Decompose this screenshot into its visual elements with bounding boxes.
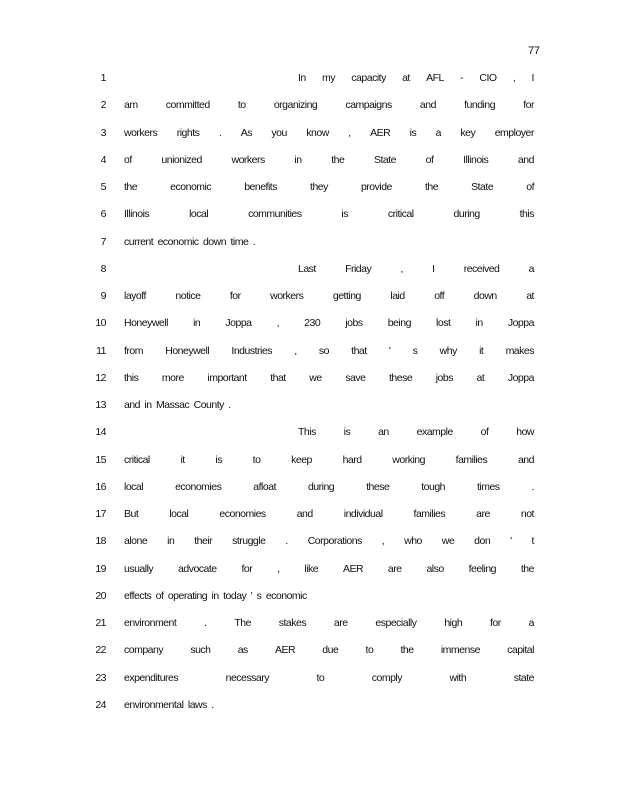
word: are: [476, 508, 490, 520]
transcript-line: [0, 290, 618, 317]
word: we: [441, 535, 455, 548]
word: are: [387, 562, 402, 575]
line-number: 13: [95, 399, 106, 411]
transcript-line: [0, 481, 618, 508]
transcript-line: [0, 154, 618, 181]
line-text: effects of operating in today ' s economic: [124, 589, 307, 602]
word: times: [476, 480, 500, 493]
word: high: [444, 617, 463, 629]
word: of: [480, 426, 489, 439]
word: for: [229, 290, 241, 302]
word: In: [298, 72, 306, 84]
word: economies: [175, 480, 222, 493]
word: economic: [170, 181, 212, 193]
transcript-lines: [0, 72, 618, 726]
transcript-line: [0, 672, 618, 699]
line-text: [124, 208, 534, 220]
transcript-line: [0, 535, 618, 562]
word: their: [194, 535, 213, 548]
word: families: [455, 453, 488, 466]
word: provide: [360, 181, 392, 193]
word: at: [526, 290, 534, 302]
line-number: 4: [100, 153, 106, 166]
word: don: [474, 535, 491, 548]
word: critical: [124, 453, 150, 466]
word: families: [413, 508, 446, 520]
word: so: [318, 344, 329, 357]
word: environment: [124, 617, 177, 629]
line-number: 21: [95, 617, 106, 629]
transcript-line: [0, 72, 618, 99]
word: down: [473, 290, 497, 302]
word: workers: [231, 153, 265, 166]
line-text: [124, 290, 534, 302]
word: funding: [464, 99, 496, 112]
word: a: [528, 262, 534, 275]
word: especially: [375, 617, 417, 629]
line-number: 5: [100, 181, 106, 193]
line-number: 9: [100, 290, 106, 302]
word: of: [425, 153, 434, 166]
word: capacity: [351, 72, 386, 84]
line-text: [298, 263, 534, 275]
word: AER: [342, 562, 364, 575]
line-number: 7: [100, 235, 106, 248]
word: ,: [400, 262, 403, 275]
word: know: [306, 126, 329, 139]
word: tough: [421, 480, 446, 493]
line-text: [124, 372, 534, 384]
line-text: [298, 426, 534, 438]
line-number: 6: [100, 208, 106, 221]
line-text: [124, 154, 534, 166]
word: to: [316, 671, 325, 684]
word: lost: [436, 317, 451, 330]
word: 230: [304, 317, 321, 330]
word: notice: [175, 290, 201, 302]
word: these: [366, 480, 390, 493]
word: capital: [507, 644, 534, 657]
word: this: [124, 371, 139, 384]
line-number: 16: [95, 480, 106, 493]
transcript-line: [0, 699, 618, 726]
word: But: [124, 508, 139, 520]
word: hard: [342, 453, 362, 466]
word: State: [471, 181, 494, 193]
word: in: [167, 535, 175, 548]
line-number: 23: [95, 671, 106, 684]
transcript-line: [0, 181, 618, 208]
word: comply: [371, 671, 403, 684]
word: makes: [505, 344, 534, 357]
word: example: [416, 426, 453, 439]
word: key: [460, 126, 476, 139]
line-text: [124, 127, 534, 139]
word: AFL: [426, 72, 444, 84]
transcript-line: [0, 127, 618, 154]
word: from: [124, 344, 143, 357]
word: more: [161, 371, 184, 384]
line-text: [124, 454, 534, 466]
word: Last: [298, 262, 316, 275]
word: local: [124, 480, 144, 493]
word: important: [207, 371, 247, 384]
line-text: [124, 617, 534, 629]
word: workers: [270, 290, 304, 302]
word: getting: [332, 290, 361, 302]
word: employer: [494, 126, 534, 139]
word: As: [240, 126, 252, 139]
transcript-line: [0, 99, 618, 126]
word: Joppa: [225, 317, 252, 330]
word: it: [479, 344, 484, 357]
line-text: [124, 481, 534, 493]
word: .: [204, 617, 207, 629]
line-text: [124, 672, 534, 684]
word: organizing: [273, 99, 318, 112]
transcript-line: [0, 563, 618, 590]
word: in: [294, 153, 302, 166]
line-text: current economic down time .: [124, 235, 256, 248]
word: a: [435, 126, 441, 139]
word: ': [388, 344, 391, 357]
word: for: [490, 617, 501, 629]
word: such: [190, 644, 211, 657]
word: and: [419, 99, 436, 112]
word: this: [519, 208, 534, 221]
word: a: [528, 617, 534, 629]
word: afloat: [253, 480, 276, 493]
word: struggle: [232, 535, 266, 548]
line-number: 1: [100, 72, 106, 84]
word: these: [388, 371, 413, 384]
line-text: [298, 72, 534, 84]
word: and: [296, 508, 313, 520]
word: jobs: [345, 317, 363, 330]
word: also: [426, 562, 444, 575]
word: the: [331, 153, 345, 166]
line-text: [124, 99, 534, 111]
line-number: 14: [95, 426, 106, 439]
transcript-line: [0, 644, 618, 671]
transcript-line: [0, 590, 618, 617]
word: to: [237, 99, 246, 112]
word: at: [402, 72, 410, 84]
line-number: 19: [95, 562, 106, 575]
line-text: [124, 345, 534, 357]
transcript-line: [0, 208, 618, 235]
line-text: environmental laws .: [124, 698, 214, 711]
word: the: [400, 644, 414, 657]
word: during: [307, 480, 335, 493]
word: is: [409, 126, 417, 139]
word: Industries: [231, 344, 272, 357]
word: why: [439, 344, 457, 357]
word: necessary: [225, 671, 269, 684]
word: AER: [275, 644, 296, 657]
line-text: and in Massac County .: [124, 399, 231, 411]
word: company: [124, 644, 164, 657]
word: and: [517, 153, 534, 166]
word: .: [531, 480, 534, 493]
line-number: 24: [95, 698, 106, 711]
word: ,: [276, 317, 280, 330]
word: s: [412, 344, 418, 357]
word: I: [531, 72, 534, 84]
line-text: [124, 644, 534, 656]
transcript-line: [0, 399, 618, 426]
word: state: [513, 671, 534, 684]
transcript-line: [0, 317, 618, 344]
word: working: [392, 453, 425, 466]
word: in: [475, 317, 483, 330]
transcript-line: [0, 426, 618, 453]
word: to: [365, 644, 374, 657]
line-number: 2: [100, 99, 106, 112]
word: am: [124, 99, 138, 112]
word: The: [234, 617, 251, 629]
line-text: [124, 563, 534, 575]
word: the: [520, 562, 534, 575]
word: my: [322, 72, 336, 84]
word: it: [180, 453, 185, 466]
word: during: [453, 208, 480, 221]
word: alone: [124, 535, 148, 548]
word: usually: [124, 562, 154, 575]
word: Honeywell: [165, 344, 210, 357]
word: save: [345, 371, 366, 384]
word: not: [520, 508, 534, 520]
word: State: [373, 153, 397, 166]
word: at: [476, 371, 485, 384]
line-number: 12: [95, 371, 106, 384]
word: ,: [381, 535, 385, 548]
word: stakes: [278, 617, 307, 629]
page-number: 77: [528, 45, 540, 57]
word: .: [285, 535, 288, 548]
word: AER: [370, 126, 391, 139]
word: communities: [248, 208, 302, 221]
line-number: 22: [95, 644, 106, 657]
word: layoff: [124, 290, 146, 302]
word: Corporations: [307, 535, 362, 548]
line-text: [124, 535, 534, 547]
word: campaigns: [345, 99, 392, 112]
word: you: [271, 126, 287, 139]
line-text: [124, 181, 534, 193]
word: the: [124, 181, 138, 193]
word: for: [241, 562, 253, 575]
word: ,: [277, 562, 280, 575]
word: committed: [165, 99, 210, 112]
word: Friday: [345, 262, 372, 275]
word: laid: [390, 290, 405, 302]
word: is: [343, 426, 351, 439]
word: of: [526, 181, 534, 193]
word: ': [510, 535, 512, 548]
line-number: 17: [95, 508, 106, 520]
word: CIO: [479, 72, 497, 84]
transcript-line: [0, 617, 618, 644]
word: jobs: [435, 371, 453, 384]
word: local: [189, 208, 209, 221]
word: is: [215, 453, 222, 466]
transcript-line: [0, 236, 618, 263]
transcript-line: [0, 372, 618, 399]
word: rights: [176, 126, 200, 139]
line-number: 3: [100, 126, 106, 139]
word: are: [333, 617, 348, 629]
word: to: [252, 453, 261, 466]
word: unionized: [161, 153, 202, 166]
word: .: [218, 126, 222, 139]
transcript-line: [0, 345, 618, 372]
word: as: [237, 644, 248, 657]
line-number: 20: [95, 589, 106, 602]
word: in: [193, 317, 201, 330]
line-text: [124, 317, 534, 329]
word: is: [341, 208, 348, 221]
line-text: [124, 508, 534, 520]
word: Joppa: [507, 371, 534, 384]
word: they: [310, 181, 328, 193]
word: Illinois: [124, 208, 150, 221]
word: This: [298, 426, 316, 439]
word: expenditures: [124, 671, 179, 684]
word: off: [434, 290, 445, 302]
word: that: [270, 371, 286, 384]
word: keep: [291, 453, 312, 466]
word: -: [460, 72, 464, 84]
line-number: 8: [100, 262, 106, 275]
word: ,: [512, 72, 516, 84]
word: critical: [387, 208, 414, 221]
word: and: [517, 453, 534, 466]
word: individual: [343, 508, 383, 520]
word: the: [424, 181, 439, 193]
word: economies: [219, 508, 266, 520]
line-number: 18: [95, 535, 106, 548]
line-number: 15: [95, 453, 106, 466]
word: an: [378, 426, 389, 439]
word: I: [432, 262, 435, 275]
word: received: [463, 262, 500, 275]
word: Honeywell: [124, 317, 168, 330]
word: due: [322, 644, 339, 657]
transcript-line: [0, 263, 618, 290]
word: that: [351, 344, 367, 357]
word: workers: [124, 126, 158, 139]
word: Joppa: [507, 317, 534, 330]
word: immense: [440, 644, 480, 657]
word: of: [124, 153, 132, 166]
word: like: [304, 562, 319, 575]
word: t: [531, 535, 534, 548]
word: for: [523, 99, 534, 112]
transcript-line: [0, 508, 618, 535]
word: we: [309, 371, 322, 384]
line-number: 11: [96, 344, 106, 357]
word: ,: [294, 344, 297, 357]
word: being: [387, 317, 411, 330]
word: advocate: [178, 562, 217, 575]
line-number: 10: [95, 317, 106, 330]
word: benefits: [244, 181, 277, 193]
word: Illinois: [463, 153, 489, 166]
word: with: [449, 671, 467, 684]
word: how: [516, 426, 534, 439]
word: who: [404, 535, 422, 548]
word: local: [169, 508, 189, 520]
transcript-line: [0, 454, 618, 481]
word: ,: [348, 126, 351, 139]
word: feeling: [468, 562, 497, 575]
